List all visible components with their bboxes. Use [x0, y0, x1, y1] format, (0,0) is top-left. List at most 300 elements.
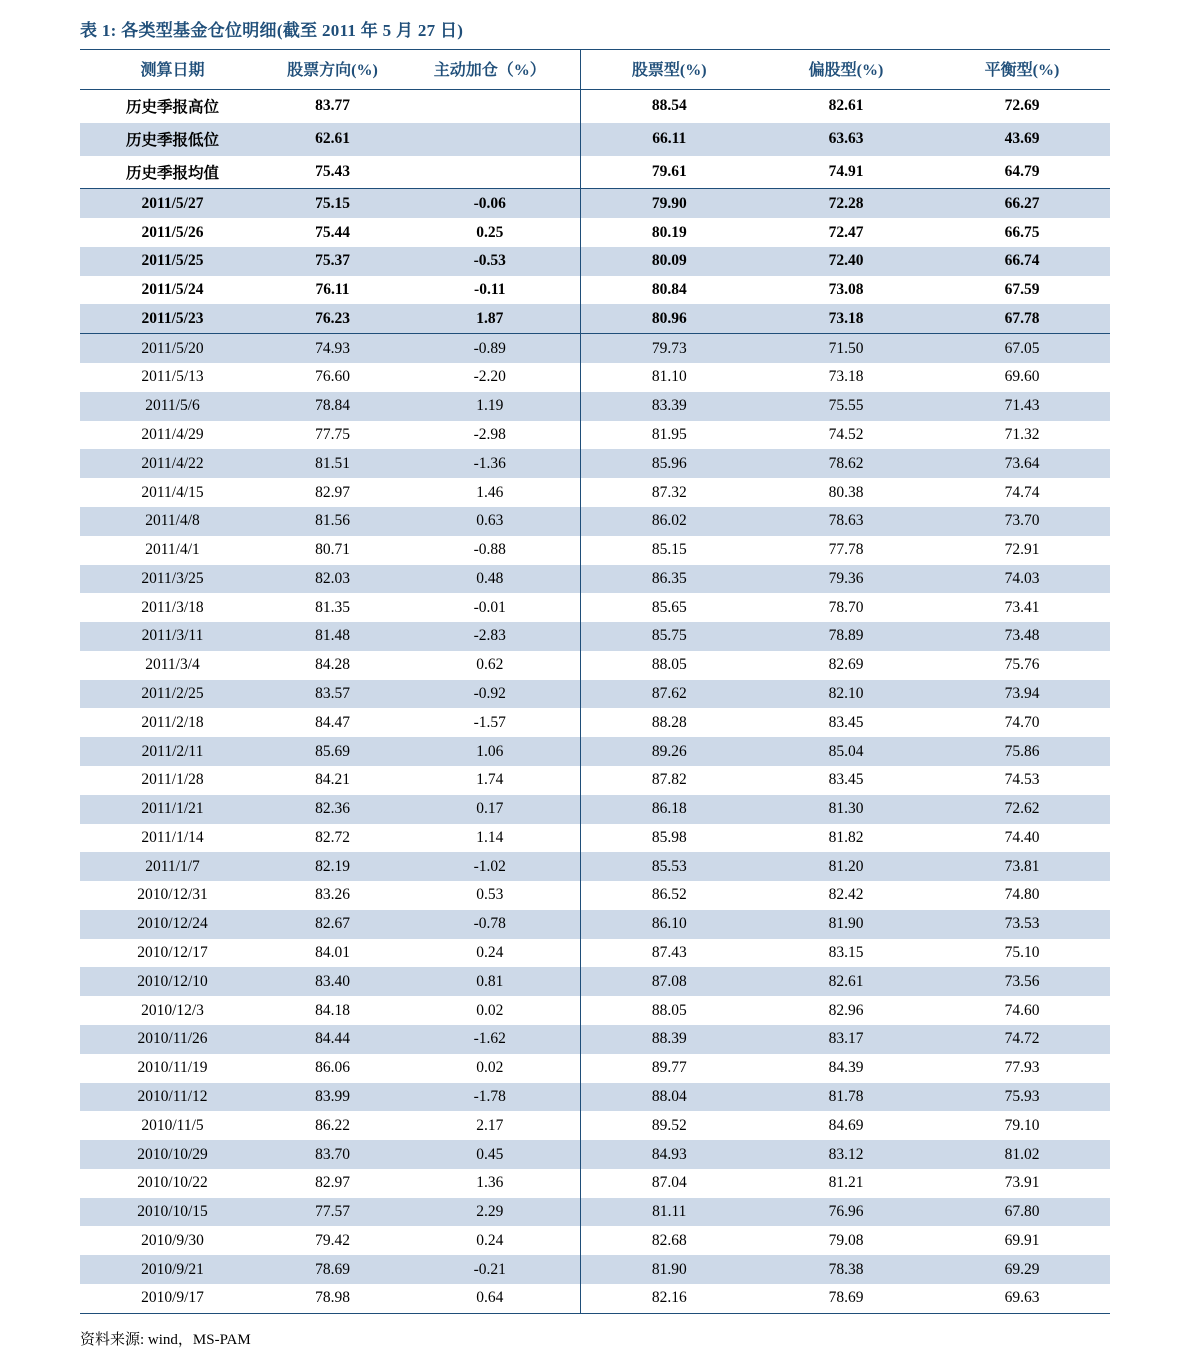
cell-balanced-fund: 72.69 — [934, 90, 1110, 123]
cell-stock-direction: 86.22 — [265, 1111, 400, 1140]
table-row — [80, 90, 1110, 123]
cell-balanced-fund: 67.78 — [934, 304, 1110, 333]
cell-active-add: 1.46 — [400, 478, 580, 507]
cell-equity-fund: 87.04 — [580, 1169, 758, 1198]
column-header-balanced-fund: 平衡型(%) — [934, 50, 1110, 90]
cell-stock-direction: 79.42 — [265, 1226, 400, 1255]
cell-balanced-fund: 66.27 — [934, 189, 1110, 218]
table-row — [80, 939, 1110, 968]
cell-partial-equity-fund: 78.38 — [758, 1255, 934, 1284]
cell-partial-equity-fund: 84.69 — [758, 1111, 934, 1140]
cell-balanced-fund: 74.74 — [934, 478, 1110, 507]
cell-balanced-fund: 43.69 — [934, 123, 1110, 156]
cell-balanced-fund: 74.03 — [934, 565, 1110, 594]
cell-balanced-fund: 75.76 — [934, 651, 1110, 680]
cell-balanced-fund: 74.40 — [934, 824, 1110, 853]
table-row — [80, 156, 1110, 189]
column-header-date: 测算日期 — [80, 50, 265, 90]
cell-balanced-fund: 73.41 — [934, 593, 1110, 622]
row-date: 2011/4/22 — [80, 449, 265, 478]
table-row — [80, 852, 1110, 881]
cell-active-add: -1.78 — [400, 1083, 580, 1112]
cell-equity-fund: 86.18 — [580, 795, 758, 824]
cell-stock-direction: 83.99 — [265, 1083, 400, 1112]
row-date: 2010/9/30 — [80, 1226, 265, 1255]
cell-stock-direction: 74.93 — [265, 334, 400, 363]
table-row — [80, 334, 1110, 363]
cell-balanced-fund: 73.70 — [934, 507, 1110, 536]
cell-balanced-fund: 77.93 — [934, 1054, 1110, 1083]
cell-balanced-fund: 66.74 — [934, 247, 1110, 276]
cell-stock-direction: 83.26 — [265, 881, 400, 910]
row-date: 2010/10/15 — [80, 1198, 265, 1227]
cell-active-add: -0.89 — [400, 334, 580, 363]
column-header-partial-equity-fund: 偏股型(%) — [758, 50, 934, 90]
cell-active-add: 2.29 — [400, 1198, 580, 1227]
cell-balanced-fund: 72.91 — [934, 536, 1110, 565]
cell-equity-fund: 86.02 — [580, 507, 758, 536]
cell-active-add: 0.63 — [400, 507, 580, 536]
cell-active-add: 1.19 — [400, 392, 580, 421]
table-row — [80, 651, 1110, 680]
cell-balanced-fund: 74.53 — [934, 766, 1110, 795]
cell-stock-direction: 81.48 — [265, 622, 400, 651]
cell-active-add — [400, 156, 580, 189]
cell-equity-fund: 79.90 — [580, 189, 758, 218]
row-date: 2011/4/1 — [80, 536, 265, 565]
cell-equity-fund: 80.19 — [580, 218, 758, 247]
table-row — [80, 824, 1110, 853]
cell-partial-equity-fund: 80.38 — [758, 478, 934, 507]
cell-equity-fund: 79.73 — [580, 334, 758, 363]
row-date: 2011/5/20 — [80, 334, 265, 363]
cell-partial-equity-fund: 83.45 — [758, 708, 934, 737]
table-row — [80, 996, 1110, 1025]
cell-partial-equity-fund: 83.12 — [758, 1140, 934, 1169]
table-row — [80, 1083, 1110, 1112]
cell-active-add: 0.53 — [400, 881, 580, 910]
table-row — [80, 1169, 1110, 1198]
table-row — [80, 1255, 1110, 1284]
fund-position-table — [80, 49, 1110, 1314]
cell-stock-direction: 82.97 — [265, 478, 400, 507]
table-row — [80, 1226, 1110, 1255]
cell-stock-direction: 83.57 — [265, 680, 400, 709]
cell-equity-fund: 85.75 — [580, 622, 758, 651]
cell-equity-fund: 86.52 — [580, 881, 758, 910]
cell-balanced-fund: 67.05 — [934, 334, 1110, 363]
cell-active-add: 0.81 — [400, 967, 580, 996]
cell-stock-direction: 76.60 — [265, 363, 400, 392]
cell-stock-direction: 84.21 — [265, 766, 400, 795]
cell-equity-fund: 80.96 — [580, 304, 758, 333]
cell-active-add: 2.17 — [400, 1111, 580, 1140]
cell-active-add: -0.92 — [400, 680, 580, 709]
row-date: 2010/12/17 — [80, 939, 265, 968]
cell-stock-direction: 78.84 — [265, 392, 400, 421]
row-date: 2010/11/12 — [80, 1083, 265, 1112]
cell-balanced-fund: 81.02 — [934, 1140, 1110, 1169]
row-date: 2011/2/18 — [80, 708, 265, 737]
row-date: 2011/1/21 — [80, 795, 265, 824]
cell-balanced-fund: 67.59 — [934, 276, 1110, 305]
cell-stock-direction: 80.71 — [265, 536, 400, 565]
row-date: 历史季报高位 — [80, 90, 265, 123]
cell-partial-equity-fund: 78.70 — [758, 593, 934, 622]
table-row — [80, 910, 1110, 939]
cell-equity-fund: 88.05 — [580, 651, 758, 680]
cell-balanced-fund: 73.48 — [934, 622, 1110, 651]
cell-partial-equity-fund: 83.17 — [758, 1025, 934, 1054]
cell-balanced-fund: 79.10 — [934, 1111, 1110, 1140]
cell-partial-equity-fund: 81.78 — [758, 1083, 934, 1112]
cell-partial-equity-fund: 77.78 — [758, 536, 934, 565]
cell-partial-equity-fund: 83.15 — [758, 939, 934, 968]
table-row — [80, 507, 1110, 536]
cell-partial-equity-fund: 74.91 — [758, 156, 934, 189]
cell-equity-fund: 80.84 — [580, 276, 758, 305]
row-date: 2011/5/23 — [80, 304, 265, 333]
table-row — [80, 392, 1110, 421]
cell-stock-direction: 83.70 — [265, 1140, 400, 1169]
cell-stock-direction: 82.03 — [265, 565, 400, 594]
cell-stock-direction: 83.77 — [265, 90, 400, 123]
cell-partial-equity-fund: 74.52 — [758, 421, 934, 450]
cell-partial-equity-fund: 72.47 — [758, 218, 934, 247]
cell-partial-equity-fund: 63.63 — [758, 123, 934, 156]
cell-partial-equity-fund: 76.96 — [758, 1198, 934, 1227]
row-date: 2010/12/31 — [80, 881, 265, 910]
cell-stock-direction: 81.35 — [265, 593, 400, 622]
cell-equity-fund: 85.98 — [580, 824, 758, 853]
row-date: 2011/1/7 — [80, 852, 265, 881]
cell-equity-fund: 87.43 — [580, 939, 758, 968]
cell-stock-direction: 81.56 — [265, 507, 400, 536]
cell-active-add: 0.02 — [400, 996, 580, 1025]
cell-partial-equity-fund: 83.45 — [758, 766, 934, 795]
cell-stock-direction: 86.06 — [265, 1054, 400, 1083]
cell-active-add: 0.17 — [400, 795, 580, 824]
cell-equity-fund: 87.32 — [580, 478, 758, 507]
column-header-active-add: 主动加仓（%） — [400, 50, 580, 90]
cell-active-add: 0.48 — [400, 565, 580, 594]
cell-active-add: 0.25 — [400, 218, 580, 247]
cell-partial-equity-fund: 72.40 — [758, 247, 934, 276]
table-row — [80, 1140, 1110, 1169]
cell-active-add: 1.36 — [400, 1169, 580, 1198]
cell-partial-equity-fund: 82.69 — [758, 651, 934, 680]
row-date: 2011/5/13 — [80, 363, 265, 392]
row-date: 2011/1/28 — [80, 766, 265, 795]
cell-partial-equity-fund: 82.10 — [758, 680, 934, 709]
cell-equity-fund: 81.90 — [580, 1255, 758, 1284]
cell-stock-direction: 84.47 — [265, 708, 400, 737]
cell-equity-fund: 85.53 — [580, 852, 758, 881]
table-row — [80, 881, 1110, 910]
cell-equity-fund: 85.65 — [580, 593, 758, 622]
cell-active-add: 1.87 — [400, 304, 580, 333]
table-row — [80, 1284, 1110, 1313]
table-row — [80, 565, 1110, 594]
cell-partial-equity-fund: 75.55 — [758, 392, 934, 421]
cell-stock-direction: 84.44 — [265, 1025, 400, 1054]
cell-active-add: 1.74 — [400, 766, 580, 795]
row-date: 2010/11/5 — [80, 1111, 265, 1140]
table-row — [80, 708, 1110, 737]
cell-balanced-fund: 71.43 — [934, 392, 1110, 421]
cell-balanced-fund: 73.64 — [934, 449, 1110, 478]
cell-balanced-fund: 74.60 — [934, 996, 1110, 1025]
cell-equity-fund: 86.10 — [580, 910, 758, 939]
cell-equity-fund: 88.39 — [580, 1025, 758, 1054]
table-row — [80, 967, 1110, 996]
cell-balanced-fund: 69.91 — [934, 1226, 1110, 1255]
cell-partial-equity-fund: 73.08 — [758, 276, 934, 305]
cell-equity-fund: 81.10 — [580, 363, 758, 392]
cell-stock-direction: 75.37 — [265, 247, 400, 276]
cell-equity-fund: 79.61 — [580, 156, 758, 189]
cell-equity-fund: 87.08 — [580, 967, 758, 996]
table-row — [80, 304, 1110, 333]
cell-partial-equity-fund: 85.04 — [758, 737, 934, 766]
cell-stock-direction: 83.40 — [265, 967, 400, 996]
table-row — [80, 795, 1110, 824]
table-row — [80, 1054, 1110, 1083]
cell-equity-fund: 88.28 — [580, 708, 758, 737]
row-date: 2011/5/26 — [80, 218, 265, 247]
cell-stock-direction: 77.57 — [265, 1198, 400, 1227]
row-date: 历史季报低位 — [80, 123, 265, 156]
cell-equity-fund: 80.09 — [580, 247, 758, 276]
row-date: 2011/3/11 — [80, 622, 265, 651]
row-date: 2011/5/6 — [80, 392, 265, 421]
cell-balanced-fund: 75.10 — [934, 939, 1110, 968]
cell-partial-equity-fund: 78.62 — [758, 449, 934, 478]
row-date: 2011/1/14 — [80, 824, 265, 853]
cell-equity-fund: 82.16 — [580, 1284, 758, 1313]
row-date: 2010/9/21 — [80, 1255, 265, 1284]
cell-stock-direction: 82.72 — [265, 824, 400, 853]
cell-active-add: 1.06 — [400, 737, 580, 766]
cell-stock-direction: 76.23 — [265, 304, 400, 333]
cell-stock-direction: 82.67 — [265, 910, 400, 939]
header-row — [80, 50, 1110, 90]
cell-partial-equity-fund: 78.89 — [758, 622, 934, 651]
row-date: 2010/12/10 — [80, 967, 265, 996]
cell-equity-fund: 85.96 — [580, 449, 758, 478]
table-row — [80, 247, 1110, 276]
cell-active-add: 0.02 — [400, 1054, 580, 1083]
cell-partial-equity-fund: 82.96 — [758, 996, 934, 1025]
table-row — [80, 478, 1110, 507]
cell-equity-fund: 66.11 — [580, 123, 758, 156]
cell-active-add: -2.98 — [400, 421, 580, 450]
cell-balanced-fund: 73.91 — [934, 1169, 1110, 1198]
table-row — [80, 1025, 1110, 1054]
cell-partial-equity-fund: 82.42 — [758, 881, 934, 910]
cell-active-add: 0.64 — [400, 1284, 580, 1313]
row-date: 2010/11/26 — [80, 1025, 265, 1054]
cell-balanced-fund: 75.93 — [934, 1083, 1110, 1112]
cell-active-add: -0.53 — [400, 247, 580, 276]
cell-stock-direction: 76.11 — [265, 276, 400, 305]
cell-balanced-fund: 75.86 — [934, 737, 1110, 766]
cell-stock-direction: 84.18 — [265, 996, 400, 1025]
cell-balanced-fund: 73.56 — [934, 967, 1110, 996]
cell-stock-direction: 78.98 — [265, 1284, 400, 1313]
table-row — [80, 218, 1110, 247]
cell-partial-equity-fund: 73.18 — [758, 363, 934, 392]
cell-balanced-fund: 74.70 — [934, 708, 1110, 737]
row-date: 2010/9/17 — [80, 1284, 265, 1313]
cell-active-add: 0.24 — [400, 1226, 580, 1255]
row-date: 2011/2/11 — [80, 737, 265, 766]
table-row — [80, 1198, 1110, 1227]
cell-equity-fund: 82.68 — [580, 1226, 758, 1255]
cell-balanced-fund: 69.60 — [934, 363, 1110, 392]
cell-balanced-fund: 71.32 — [934, 421, 1110, 450]
table-row — [80, 622, 1110, 651]
cell-active-add: -0.88 — [400, 536, 580, 565]
cell-stock-direction: 62.61 — [265, 123, 400, 156]
table-row — [80, 737, 1110, 766]
row-date: 2011/2/25 — [80, 680, 265, 709]
cell-stock-direction: 78.69 — [265, 1255, 400, 1284]
cell-active-add — [400, 90, 580, 123]
column-header-stock-direction: 股票方向(%) — [265, 50, 400, 90]
cell-equity-fund: 89.52 — [580, 1111, 758, 1140]
row-date: 2011/4/8 — [80, 507, 265, 536]
cell-active-add: -0.78 — [400, 910, 580, 939]
cell-partial-equity-fund: 81.20 — [758, 852, 934, 881]
cell-partial-equity-fund: 81.90 — [758, 910, 934, 939]
table-row — [80, 766, 1110, 795]
table-row — [80, 189, 1110, 218]
cell-active-add: -0.06 — [400, 189, 580, 218]
cell-equity-fund: 88.04 — [580, 1083, 758, 1112]
cell-balanced-fund: 74.80 — [934, 881, 1110, 910]
cell-stock-direction: 81.51 — [265, 449, 400, 478]
cell-stock-direction: 75.43 — [265, 156, 400, 189]
table-row — [80, 680, 1110, 709]
cell-active-add: 0.45 — [400, 1140, 580, 1169]
cell-partial-equity-fund: 78.69 — [758, 1284, 934, 1313]
row-date: 2011/5/24 — [80, 276, 265, 305]
table-row — [80, 593, 1110, 622]
cell-equity-fund: 83.39 — [580, 392, 758, 421]
cell-active-add: -1.57 — [400, 708, 580, 737]
cell-partial-equity-fund: 81.30 — [758, 795, 934, 824]
cell-stock-direction: 82.36 — [265, 795, 400, 824]
row-date: 2011/5/27 — [80, 189, 265, 218]
cell-balanced-fund: 69.29 — [934, 1255, 1110, 1284]
cell-partial-equity-fund: 72.28 — [758, 189, 934, 218]
table-row — [80, 123, 1110, 156]
cell-balanced-fund: 74.72 — [934, 1025, 1110, 1054]
source-note: 资料来源: wind，MS-PAM — [80, 1331, 251, 1348]
cell-stock-direction: 82.97 — [265, 1169, 400, 1198]
cell-equity-fund: 89.26 — [580, 737, 758, 766]
row-date: 2011/3/18 — [80, 593, 265, 622]
cell-balanced-fund: 67.80 — [934, 1198, 1110, 1227]
cell-balanced-fund: 72.62 — [934, 795, 1110, 824]
cell-stock-direction: 77.75 — [265, 421, 400, 450]
table-header — [80, 50, 1110, 90]
row-date: 2011/3/25 — [80, 565, 265, 594]
cell-active-add: -0.21 — [400, 1255, 580, 1284]
cell-active-add: 1.14 — [400, 824, 580, 853]
cell-partial-equity-fund: 81.21 — [758, 1169, 934, 1198]
cell-partial-equity-fund: 82.61 — [758, 90, 934, 123]
cell-stock-direction: 75.44 — [265, 218, 400, 247]
row-date: 2010/12/3 — [80, 996, 265, 1025]
cell-equity-fund: 86.35 — [580, 565, 758, 594]
cell-balanced-fund: 73.53 — [934, 910, 1110, 939]
row-date: 2011/3/4 — [80, 651, 265, 680]
cell-stock-direction: 85.69 — [265, 737, 400, 766]
cell-active-add: -1.02 — [400, 852, 580, 881]
row-date: 2010/10/29 — [80, 1140, 265, 1169]
cell-balanced-fund: 73.94 — [934, 680, 1110, 709]
cell-equity-fund: 81.11 — [580, 1198, 758, 1227]
row-date: 2011/5/25 — [80, 247, 265, 276]
table-row — [80, 449, 1110, 478]
cell-stock-direction: 75.15 — [265, 189, 400, 218]
table-caption: 表 1: 各类型基金仓位明细(截至 2011 年 5 月 27 日) — [80, 21, 464, 40]
row-date: 2011/4/15 — [80, 478, 265, 507]
table-row — [80, 363, 1110, 392]
table-row — [80, 1111, 1110, 1140]
cell-equity-fund: 87.62 — [580, 680, 758, 709]
cell-partial-equity-fund: 82.61 — [758, 967, 934, 996]
row-date: 历史季报均值 — [80, 156, 265, 189]
cell-partial-equity-fund: 71.50 — [758, 334, 934, 363]
row-date: 2010/10/22 — [80, 1169, 265, 1198]
cell-active-add: -0.01 — [400, 593, 580, 622]
table-body — [80, 90, 1110, 1314]
cell-stock-direction: 82.19 — [265, 852, 400, 881]
cell-partial-equity-fund: 81.82 — [758, 824, 934, 853]
cell-equity-fund: 88.54 — [580, 90, 758, 123]
cell-partial-equity-fund: 73.18 — [758, 304, 934, 333]
cell-balanced-fund: 64.79 — [934, 156, 1110, 189]
cell-equity-fund: 85.15 — [580, 536, 758, 565]
table-row — [80, 421, 1110, 450]
cell-active-add — [400, 123, 580, 156]
cell-active-add: 0.62 — [400, 651, 580, 680]
cell-balanced-fund: 66.75 — [934, 218, 1110, 247]
row-date: 2010/12/24 — [80, 910, 265, 939]
cell-active-add: 0.24 — [400, 939, 580, 968]
cell-active-add: -2.20 — [400, 363, 580, 392]
cell-partial-equity-fund: 78.63 — [758, 507, 934, 536]
cell-equity-fund: 84.93 — [580, 1140, 758, 1169]
table-row — [80, 276, 1110, 305]
cell-partial-equity-fund: 79.08 — [758, 1226, 934, 1255]
cell-active-add: -1.62 — [400, 1025, 580, 1054]
table-row — [80, 536, 1110, 565]
cell-equity-fund: 89.77 — [580, 1054, 758, 1083]
cell-balanced-fund: 73.81 — [934, 852, 1110, 881]
row-date: 2010/11/19 — [80, 1054, 265, 1083]
cell-equity-fund: 88.05 — [580, 996, 758, 1025]
cell-active-add: -0.11 — [400, 276, 580, 305]
cell-balanced-fund: 69.63 — [934, 1284, 1110, 1313]
column-header-equity-fund: 股票型(%) — [580, 50, 758, 90]
cell-stock-direction: 84.28 — [265, 651, 400, 680]
row-date: 2011/4/29 — [80, 421, 265, 450]
cell-equity-fund: 87.82 — [580, 766, 758, 795]
